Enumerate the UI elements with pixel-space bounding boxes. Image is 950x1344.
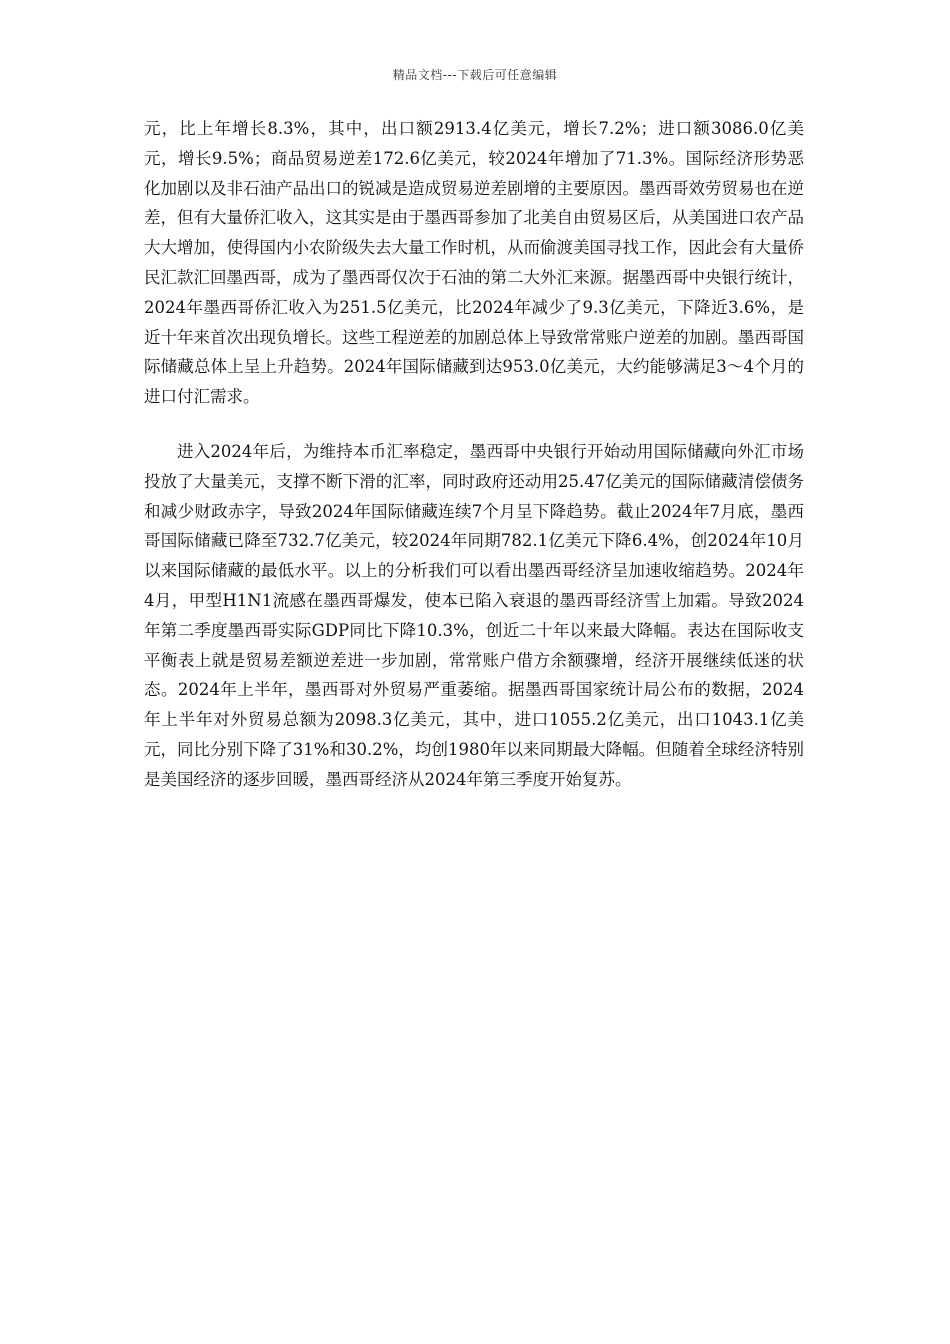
document-body	[144, 114, 804, 795]
page-header: 精品文档---下载后可任意编辑	[392, 68, 558, 82]
paragraph-2: 进入2024年后，为维持本币汇率稳定，墨西哥中央银行开始动用国际储藏向外汇市场投放了大量美元，支撑不断下滑的汇率，同时政府还动用25.47亿美元的国际储藏清偿债务和减少财政赤字，导致2024年国际储藏连续7个月呈下降趋势。截止2024年7月底，墨西哥国际储藏已降至732.7亿美元，较2024年同期782.1亿美元下降6.4%，创2024年10月以来国际储藏的最低水平。以上的分析我们可以看出墨西哥经济呈加速收缩趋势。2024年4月，甲型H1N1流感在墨西哥爆发，使本已陷入衰退的墨西哥经济雪上加霜。导致2024年第二季度墨西哥实际GDP同比下降10.3%，创近二十年以来最大降幅。表达在国际收支平衡表上就是贸易差额逆差进一步加剧，常常账户借方余额骤增，经济开展继续低迷的状态。2024年上半年，墨西哥对外贸易严重萎缩。据墨西哥国家统计局公布的数据，2024年上半年对外贸易总额为2098.3亿美元，其中，进口1055.2亿美元，出口1043.1亿美元，同比分别下降了31%和30.2%，均创1980年以来同期最大降幅。但随着全球经济特别是美国经济的逐步回暖，墨西哥经济从2024年第三季度开始复苏。	[144, 441, 804, 789]
paragraph-1: 元，比上年增长8.3%，其中，出口额2913.4亿美元，增长7.2%；进口额3086.0亿美元，增长9.5%；商品贸易逆差172.6亿美元，较2024年增加了71.3%。国际经济形势恶化加剧以及非石油产品出口的锐减是造成贸易逆差剧增的主要原因。墨西哥效劳贸易也在逆差，但有大量侨汇收入，这其实是由于墨西哥参加了北美自由贸易区后，从美国进口农产品大大增加，使得国内小农阶级失去大量工作时机，从而偷渡美国寻找工作，因此会有大量侨民汇款汇回墨西哥，成为了墨西哥仅次于石油的第二大外汇来源。据墨西哥中央银行统计，2024年墨西哥侨汇收入为251.5亿美元，比2024年减少了9.3亿美元，下降近3.6%，是近十年来首次出现负增长。这些工程逆差的加剧总体上导致常常账户逆差的加剧。墨西哥国际储藏总体上呈上升趋势。2024年国际储藏到达953.0亿美元，大约能够满足3～4个月的进口付汇需求。	[144, 119, 804, 407]
